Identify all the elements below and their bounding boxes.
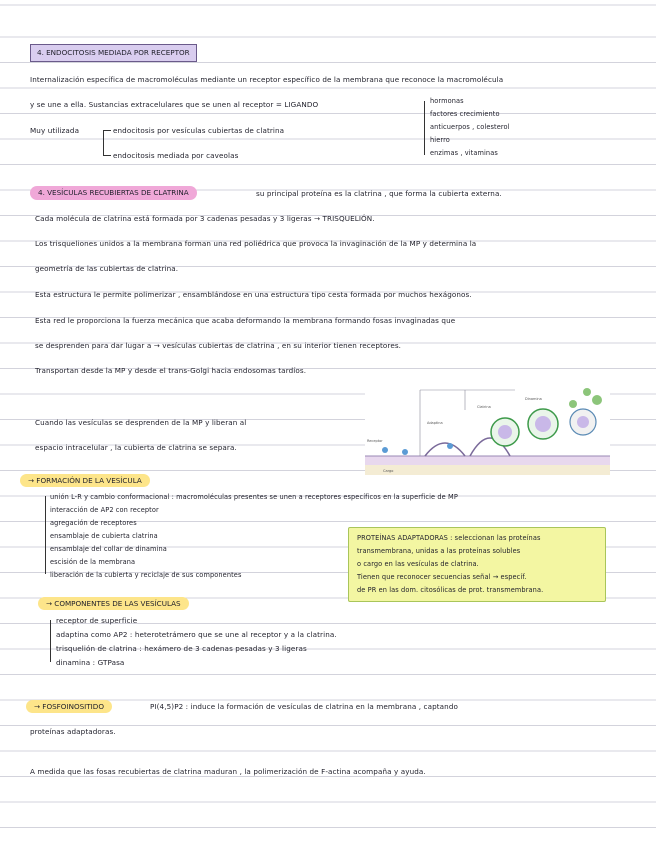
adaptadoras-line: o cargo en las vesículas de clatrina. [357,560,479,568]
clatrina-line: Transportan desde la MP y desde el trans-Golgi hacia endosomas tardíos. [35,366,307,375]
diagram-label: Cargo [383,469,394,473]
branch-tick-1 [103,130,111,131]
cuando-line-1: Cuando las vesículas se desprenden de la MP y liberan al [35,418,247,427]
fosfoinositido-text-2: proteínas adaptadoras. [30,727,116,736]
ligandos-bracket [424,101,425,155]
intro-line-1: Internalización específica de macromoléculas mediante un receptor específico de la membrana que reconoce la macromolécula [30,75,504,84]
cuando-line-2: espacio intracelular , la cubierta de clatrina se separa. [35,443,237,452]
clatrina-line: Los trisqueliones unidos a la membrana forman una red poliédrica que provoca la invaginación de la MP y determina la [35,239,477,248]
adaptadoras-line: de PR en las dom. citosólicas de prot. transmembrana. [357,586,544,594]
formacion-item: liberación de la cubierta y reciclaje de sus componentes [50,571,242,579]
intro-line-2: y se une a ella. Sustancias extracelulares que se unen al receptor = LIGANDO [30,100,319,109]
formacion-item: ensamblaje del collar de dinamina [50,545,167,553]
ligando-item: hierro [430,136,450,144]
formacion-item: ensamblaje de cubierta clatrina [50,532,158,540]
adaptadoras-line: transmembrana, unidas a las proteínas solubles [357,547,521,555]
branch-clatrina: endocitosis por vesículas cubiertas de clatrina [113,126,285,135]
clatrina-line: se desprenden para dar lugar a → vesículas cubiertas de clatrina , en su interior tienen receptores. [35,341,402,350]
clatrina-heading: 4. VESÍCULAS RECUBIERTAS DE CLATRINA [30,186,197,200]
componentes-item: adaptina como AP2 : heterotetrámero que se une al receptor y a la clatrina. [56,630,337,639]
fosfoinositido-heading: → FOSFOINOSITIDO [26,700,112,713]
page-title: 4. ENDOCITOSIS MEDIADA POR RECEPTOR [30,44,197,62]
ligando-item: anticuerpos , colesterol [430,123,510,131]
ligando-item: enzimas , vitaminas [430,149,498,157]
adaptadoras-line: PROTEÍNAS ADAPTADORAS : seleccionan las proteínas [357,534,541,542]
clatrina-line: geometría de las cubiertas de clatrina. [35,264,179,273]
muy-utilizada-label: Muy utilizada [30,126,80,135]
componentes-bracket [50,620,51,662]
ligando-item: hormonas [430,97,464,105]
adaptadoras-line: Tienen que reconocer secuencias señal → específ. [357,573,527,581]
final-line: A medida que las fosas recubiertas de clatrina maduran , la polimerización de F-actina acompaña y ayuda. [30,767,426,776]
endocytosis-diagram [365,380,610,480]
branch-caveolas: endocitosis mediada por caveolas [113,151,239,160]
fosfoinositido-text: PI(4,5)P2 : induce la formación de vesículas de clatrina en la membrana , captando [150,702,458,711]
componentes-item: trisquelión de clatrina : hexámero de 3 cadenas pesadas y 3 ligeras [56,644,307,653]
branch-bracket [103,130,104,155]
branch-tick-2 [103,155,111,156]
formacion-item: unión L-R y cambio conformacional : macromoléculas presentes se unen a receptores específicos en la superficie de MP [50,493,458,501]
formacion-item: escisión de la membrana [50,558,136,566]
clatrina-heading-note: su principal proteína es la clatrina , que forma la cubierta externa. [256,189,502,198]
componentes-item: receptor de superficie [56,616,138,625]
formacion-bracket [45,496,46,574]
diagram-label: Adaptina [427,421,443,425]
ligando-item: factores crecimiento [430,110,500,118]
clatrina-line: Esta estructura le permite polimerizar , ensamblándose en una estructura tipo cesta formada por muchos hexágonos. [35,290,472,299]
diagram-label: Receptor [367,439,383,443]
formacion-item: agregación de receptores [50,519,137,527]
componentes-heading: → COMPONENTES DE LAS VESÍCULAS [38,597,189,610]
diagram-label: Dinamina [525,397,542,401]
diagram-label: Clatrina [477,405,491,409]
clatrina-line: Esta red le proporciona la fuerza mecánica que acaba deformando la membrana formando fosas invaginadas que [35,316,456,325]
clatrina-line: Cada molécula de clatrina está formada por 3 cadenas pesadas y 3 ligeras → TRISQUELIÓN. [35,214,375,223]
formacion-item: interacción de AP2 con receptor [50,506,159,514]
componentes-item: dinamina : GTPasa [56,658,125,667]
formacion-heading: → FORMACIÓN DE LA VESÍCULA [20,474,150,487]
adaptadoras-box [348,527,606,602]
